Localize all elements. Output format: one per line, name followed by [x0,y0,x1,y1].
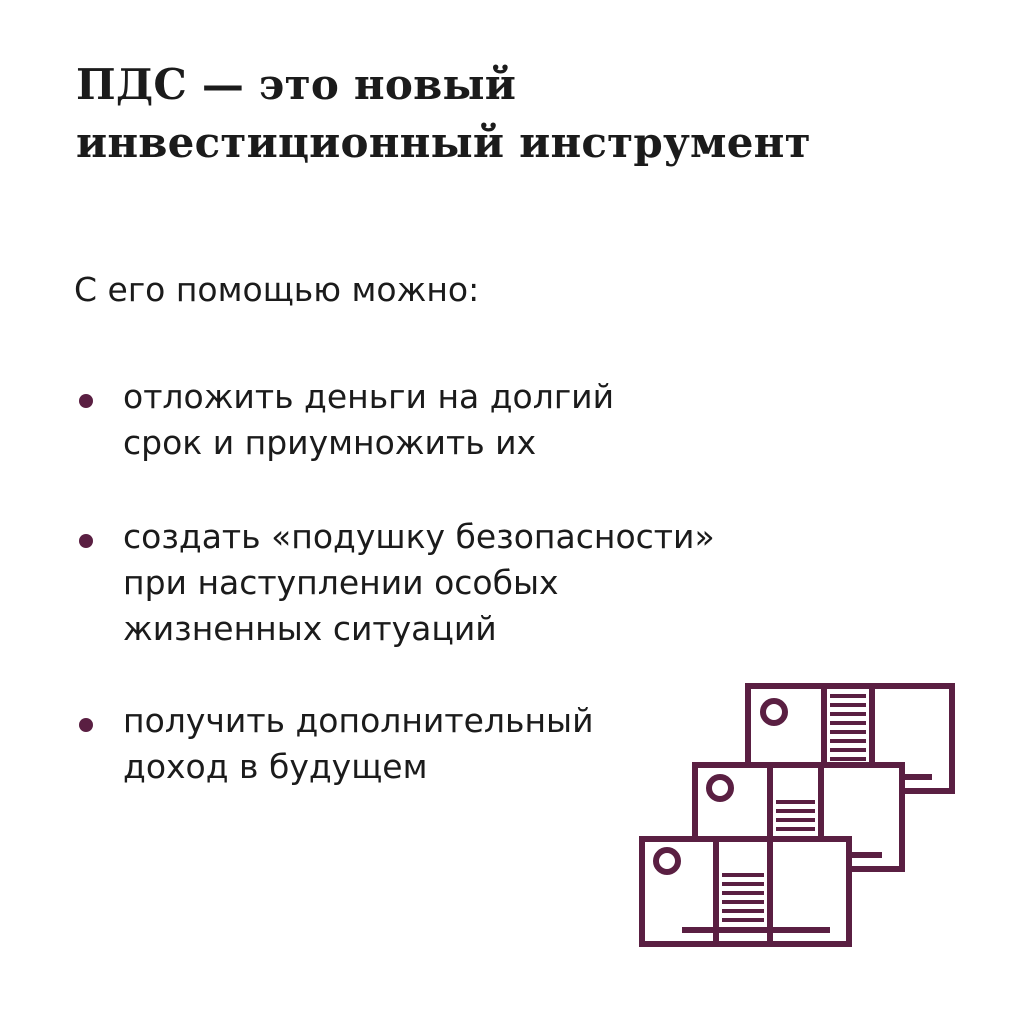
list-item-text [123,374,614,466]
bullet-dot-icon [79,394,93,408]
banknote-front [642,839,849,944]
stacked-banknotes-icon [636,680,958,950]
list-item-line: жизненных ситуаций [123,609,497,648]
list-item-line: отложить деньги на долгий [123,377,615,416]
list-item-line: срок и приумножить их [123,423,537,462]
list-item-text [123,514,715,652]
title-line-1: ПДС — это новый [76,60,517,109]
list-item-line: доход в будущем [123,747,428,786]
bullet-dot-icon [79,718,93,732]
list-item-line: получить дополнительный [123,701,594,740]
list-item-line: при наступлении особых [123,563,559,602]
title-line-2: инвестиционный инструмент [76,118,811,167]
list-item-text [123,698,594,790]
page-title [76,56,936,172]
intro-text: С его помощью можно: [74,270,480,309]
list-item-line: создать «подушку безопасности» [123,517,715,556]
bullet-dot-icon [79,534,93,548]
